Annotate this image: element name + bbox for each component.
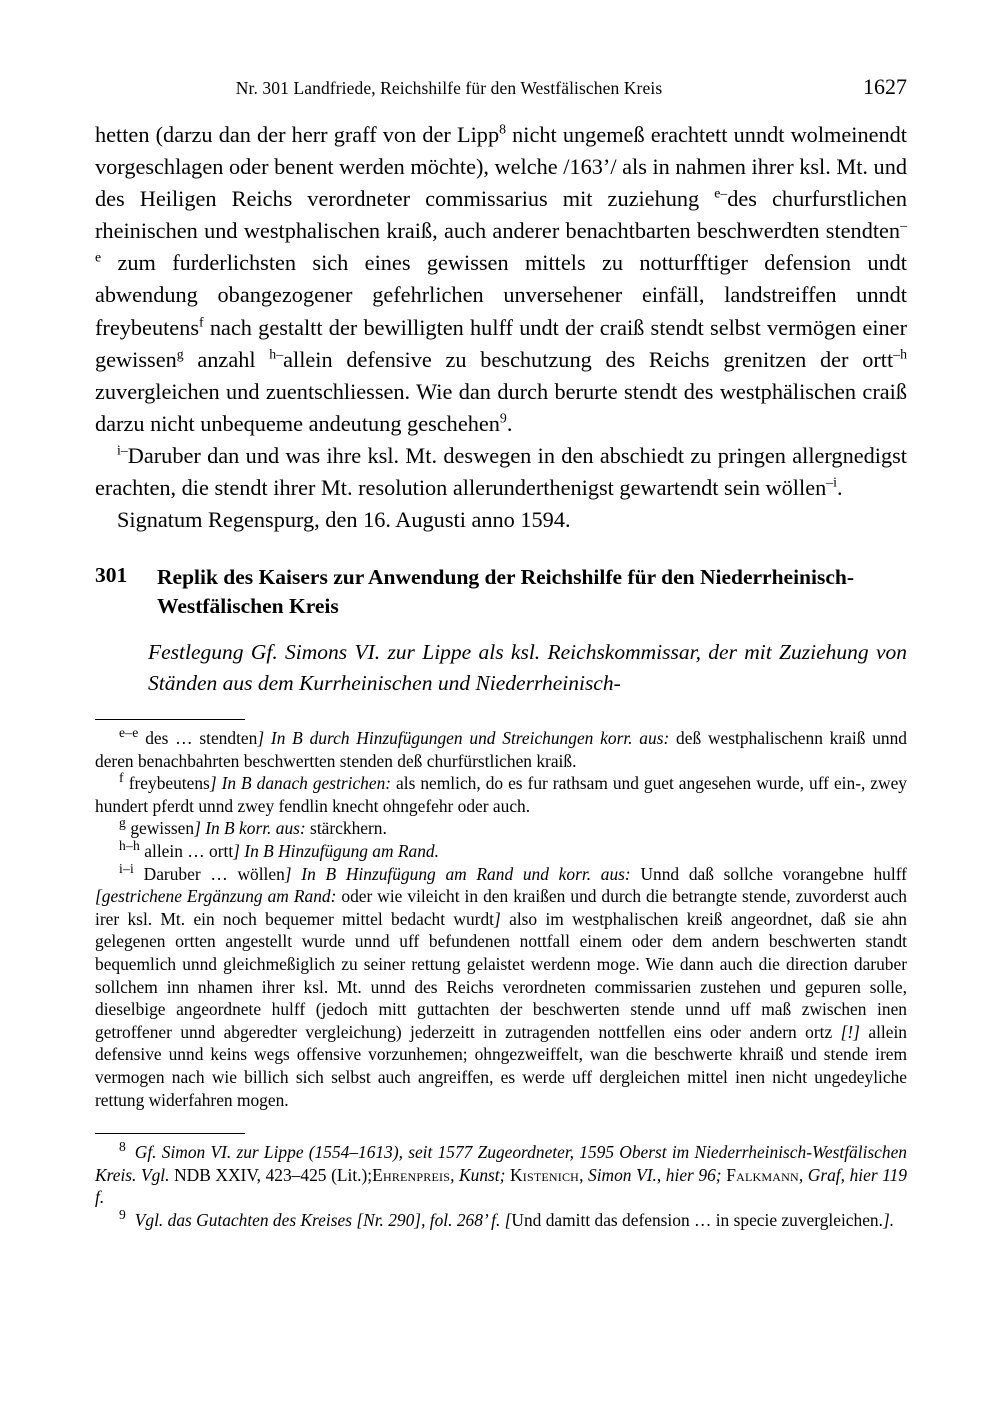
variant-ref-f[interactable]: f	[199, 314, 204, 330]
apparatus-sigil-g: g	[119, 815, 126, 831]
para1-seg4: zum furderlichsten sich eines gewissen mittels zu notturfftiger defension undt abwendung obangezogener gefehrlichen unversehener einfäll, landstreiffen unndt freybeutens	[95, 250, 907, 340]
apparatus-bracket-i: ]	[284, 863, 292, 884]
apparatus-entry-h	[95, 840, 907, 863]
apparatus-sigil-e: e–e	[119, 725, 139, 741]
variant-marker-h-close[interactable]: –h	[893, 346, 907, 362]
footnote-8-work2: , Simon VI., hier 96;	[579, 1164, 727, 1185]
apparatus-bracket-e: ]	[257, 728, 265, 748]
apparatus-comment-e: In B durch Hinzufügungen und Streichungen korr. aus:	[264, 728, 670, 748]
running-head-title: Nr. 301 Landfriede, Reichshilfe für den Westfälischen Kreis	[235, 78, 663, 98]
variant-ref-g[interactable]: g	[176, 346, 184, 362]
para1-seg5: nach gestaltt der bewilligten hulff undt der craiß stendt selbst vermögen einer gewissen	[95, 314, 907, 372]
apparatus-bracket-f: ]	[209, 773, 217, 794]
apparatus-reading-e: deß westphalischenn kraiß unnd deren benachbahrten beschwertten stenden deß churfürstlichen kraiß.	[95, 728, 907, 771]
running-head	[95, 74, 907, 102]
footnote-8-part1: Gf. Simon VI. zur Lippe (1554–1613), seit 1577 Zugeordneter, 1595 Oberst im Niederrheinisch-Westfälischen Kreis. Vgl.	[95, 1142, 907, 1185]
footnote-9	[95, 1206, 907, 1232]
apparatus-sic-marker: [!]	[840, 1021, 860, 1042]
page-number: 1627	[863, 74, 907, 99]
footnote-8-author-ehrenpreis: Ehrenpreis	[372, 1164, 451, 1185]
variant-marker-i-close[interactable]: –i	[826, 474, 837, 490]
variant-marker-e-open[interactable]: e–	[714, 185, 728, 201]
section-regest: Festlegung Gf. Simons VI. zur Lippe als ksl. Reichskommissar, der mit Zuziehung von Ständen aus dem Kurrheinischen und Niederrheinisch-	[148, 640, 907, 695]
apparatus-lemma-f: freybeutens	[123, 773, 210, 794]
footnote-8	[95, 1141, 907, 1209]
footnote-8-work1: , Kunst;	[450, 1164, 511, 1185]
footnote-8-author-falkmann: Falkmann	[726, 1164, 799, 1185]
apparatus-comment-i: In B Hinzufügung am Rand und korr. aus:	[291, 863, 631, 884]
variant-marker-i-open[interactable]: i–	[117, 442, 128, 458]
apparatus-comment-g: In B korr. aus:	[200, 818, 306, 839]
apparatus-comment-h: In B Hinzufügung am Rand.	[239, 840, 439, 861]
apparatus-sigil-f: f	[119, 770, 124, 786]
footnote-8-part2: NDB XXIV, 423–425 (Lit.);	[169, 1164, 373, 1185]
variant-marker-h-open[interactable]: h–	[269, 346, 284, 362]
apparatus-lemma-g: gewissen	[125, 818, 195, 839]
para2-seg2: .	[837, 475, 843, 501]
apparatus-lemma-h: allein … ortt	[139, 840, 234, 861]
apparatus-separator-rule	[95, 719, 245, 720]
critical-apparatus	[95, 727, 907, 1111]
section-heading-301	[95, 563, 907, 621]
apparatus-entry-i	[95, 860, 907, 1112]
para1-seg1: hetten (darzu dan der herr graff von der Lipp	[95, 122, 500, 147]
section-number: 301	[95, 563, 128, 587]
apparatus-reading-i-4: allein defensive unnd keins wegs offensive vorzunhemen; ohngezweiffelt, wan die beschwerte khraiß und stende irem vermogen nach wie billich sich selbst auch angreiffen, es werde uff dergleichen mittel inen nicht ungedeyliche rettung widerfahren mogen.	[95, 1021, 907, 1110]
apparatus-reading-i-1: Unnd daß sollche vorangebne hulff	[630, 863, 907, 884]
apparatus-bracket-h: ]	[233, 840, 240, 861]
apparatus-entry-g	[95, 817, 907, 840]
footnote-8-author-kistenich: Kistenich	[510, 1164, 580, 1185]
apparatus-bracket-i-2: ]	[493, 908, 501, 929]
para1-seg8: zuvergleichen und zuentschliessen. Wie dan durch berurte stendt des westphälischen craiß darzu nicht unbequeme andeutung geschehen	[95, 378, 907, 436]
body-paragraph-3-signatum: Signatum Regenspurg, den 16. Augusti anno 1594.	[117, 507, 571, 533]
footnote-ref-8[interactable]: 8	[499, 121, 506, 137]
body-paragraph-2	[95, 440, 907, 504]
apparatus-entry-e	[95, 727, 907, 772]
para2-seg1: Daruber dan und was ihre ksl. Mt. deswegen in den abschiedt zu pringen allergnedigst erachten, die stendt ihrer Mt. resolution allerunderthenigst gewartendt sein wöllen	[95, 442, 907, 501]
body-text	[95, 119, 907, 536]
apparatus-bracket-g: ]	[194, 818, 201, 839]
apparatus-sigil-h: h–h	[119, 838, 140, 854]
footnote-8-work3: , Graf, hier 119 f.	[95, 1164, 907, 1208]
para1-seg9: .	[506, 410, 513, 436]
apparatus-reading-i-2: oder wie vileicht in den kraißen und durch die betrangte stende, zuvorderst auch irer ksl. Mt. ein noch bequemer mittel bedacht wurdt	[95, 886, 907, 929]
footnote-ref-9[interactable]: 9	[499, 410, 507, 426]
para1-seg6: anzahl	[183, 346, 270, 372]
section-heading-row	[95, 563, 907, 621]
footnote-9-number: 9	[119, 1206, 126, 1222]
para1-seg3: des churfurstlichen rheinischen und westphalischen kraiß, auch anderer benachtbarten beschwerdten stendten	[95, 186, 907, 244]
footnote-8-number: 8	[119, 1139, 126, 1155]
body-paragraph-1	[95, 119, 907, 440]
apparatus-insert-note-i: [gestrichene Ergänzung am Rand:	[95, 886, 337, 907]
para1-seg2: nicht ungemeß erachtett unndt wolmeinendt vorgeschlagen oder benent werden möchte), welche /163’/ als in nahmen ihrer ksl. Mt. und des Heiligen Reichs verordneter commissarius mit zuziehung	[95, 122, 907, 212]
apparatus-comment-f: In B danach gestrichen:	[216, 773, 392, 794]
footnote-9-part3: ].	[882, 1209, 895, 1230]
apparatus-lemma-i: Daruber … wöllen	[133, 863, 285, 884]
para1-seg7: allein defensive zu beschutzung des Reichs grenitzen der ortt	[283, 346, 894, 372]
variant-marker-e-close[interactable]: –e	[95, 217, 907, 265]
footnote-9-part2: Und damitt das defension … in specie zuvergleichen.	[511, 1209, 883, 1230]
apparatus-reading-f: als nemlich, do es fur rathsam und guet angesehen wurde, uff ein-, zwey hundert pferdt unnd zwey fendlin knecht ohngefehr oder auch.	[95, 773, 908, 816]
apparatus-entry-f	[95, 772, 907, 817]
footnote-separator-rule	[95, 1133, 245, 1134]
section-title: Replik des Kaisers zur Anwendung der Reichshilfe für den Niederrheinisch-Westfälischen Kreis	[157, 565, 854, 618]
footnote-9-part1: Vgl. das Gutachten des Kreises [Nr. 290], fol. 268’ f. [	[134, 1209, 512, 1230]
numbered-footnotes	[95, 1141, 907, 1231]
apparatus-sigil-i: i–i	[119, 860, 134, 876]
apparatus-reading-i-3: also im westphalischen kreiß angeordnet, daß sie ahn gelegenen ortten angestellt wurde unnd uff befundenen nottfall einem oder dem andern beschwerten standt bequemlich unnd gleichmeßiglich zu seiner rettung gelaistet werdenn moge. Wie dann auch die direction daruber sollchem inn nhamen ihrer ksl. Mt. unnd des Reichs verordneten commissarien zustehen und gepuren solle, dieselbige angeordnete hulff (jedoch mitt guttachten der beschwerten stende unnd uff maß zwischen inen getroffener unnd abgeredter vergleichung) jederzeitt in zutragenden nottfellen eins oder andern ortz	[95, 908, 907, 1042]
apparatus-reading-g: stärckhern.	[305, 818, 387, 839]
apparatus-lemma-e: des … stendten	[138, 728, 258, 748]
